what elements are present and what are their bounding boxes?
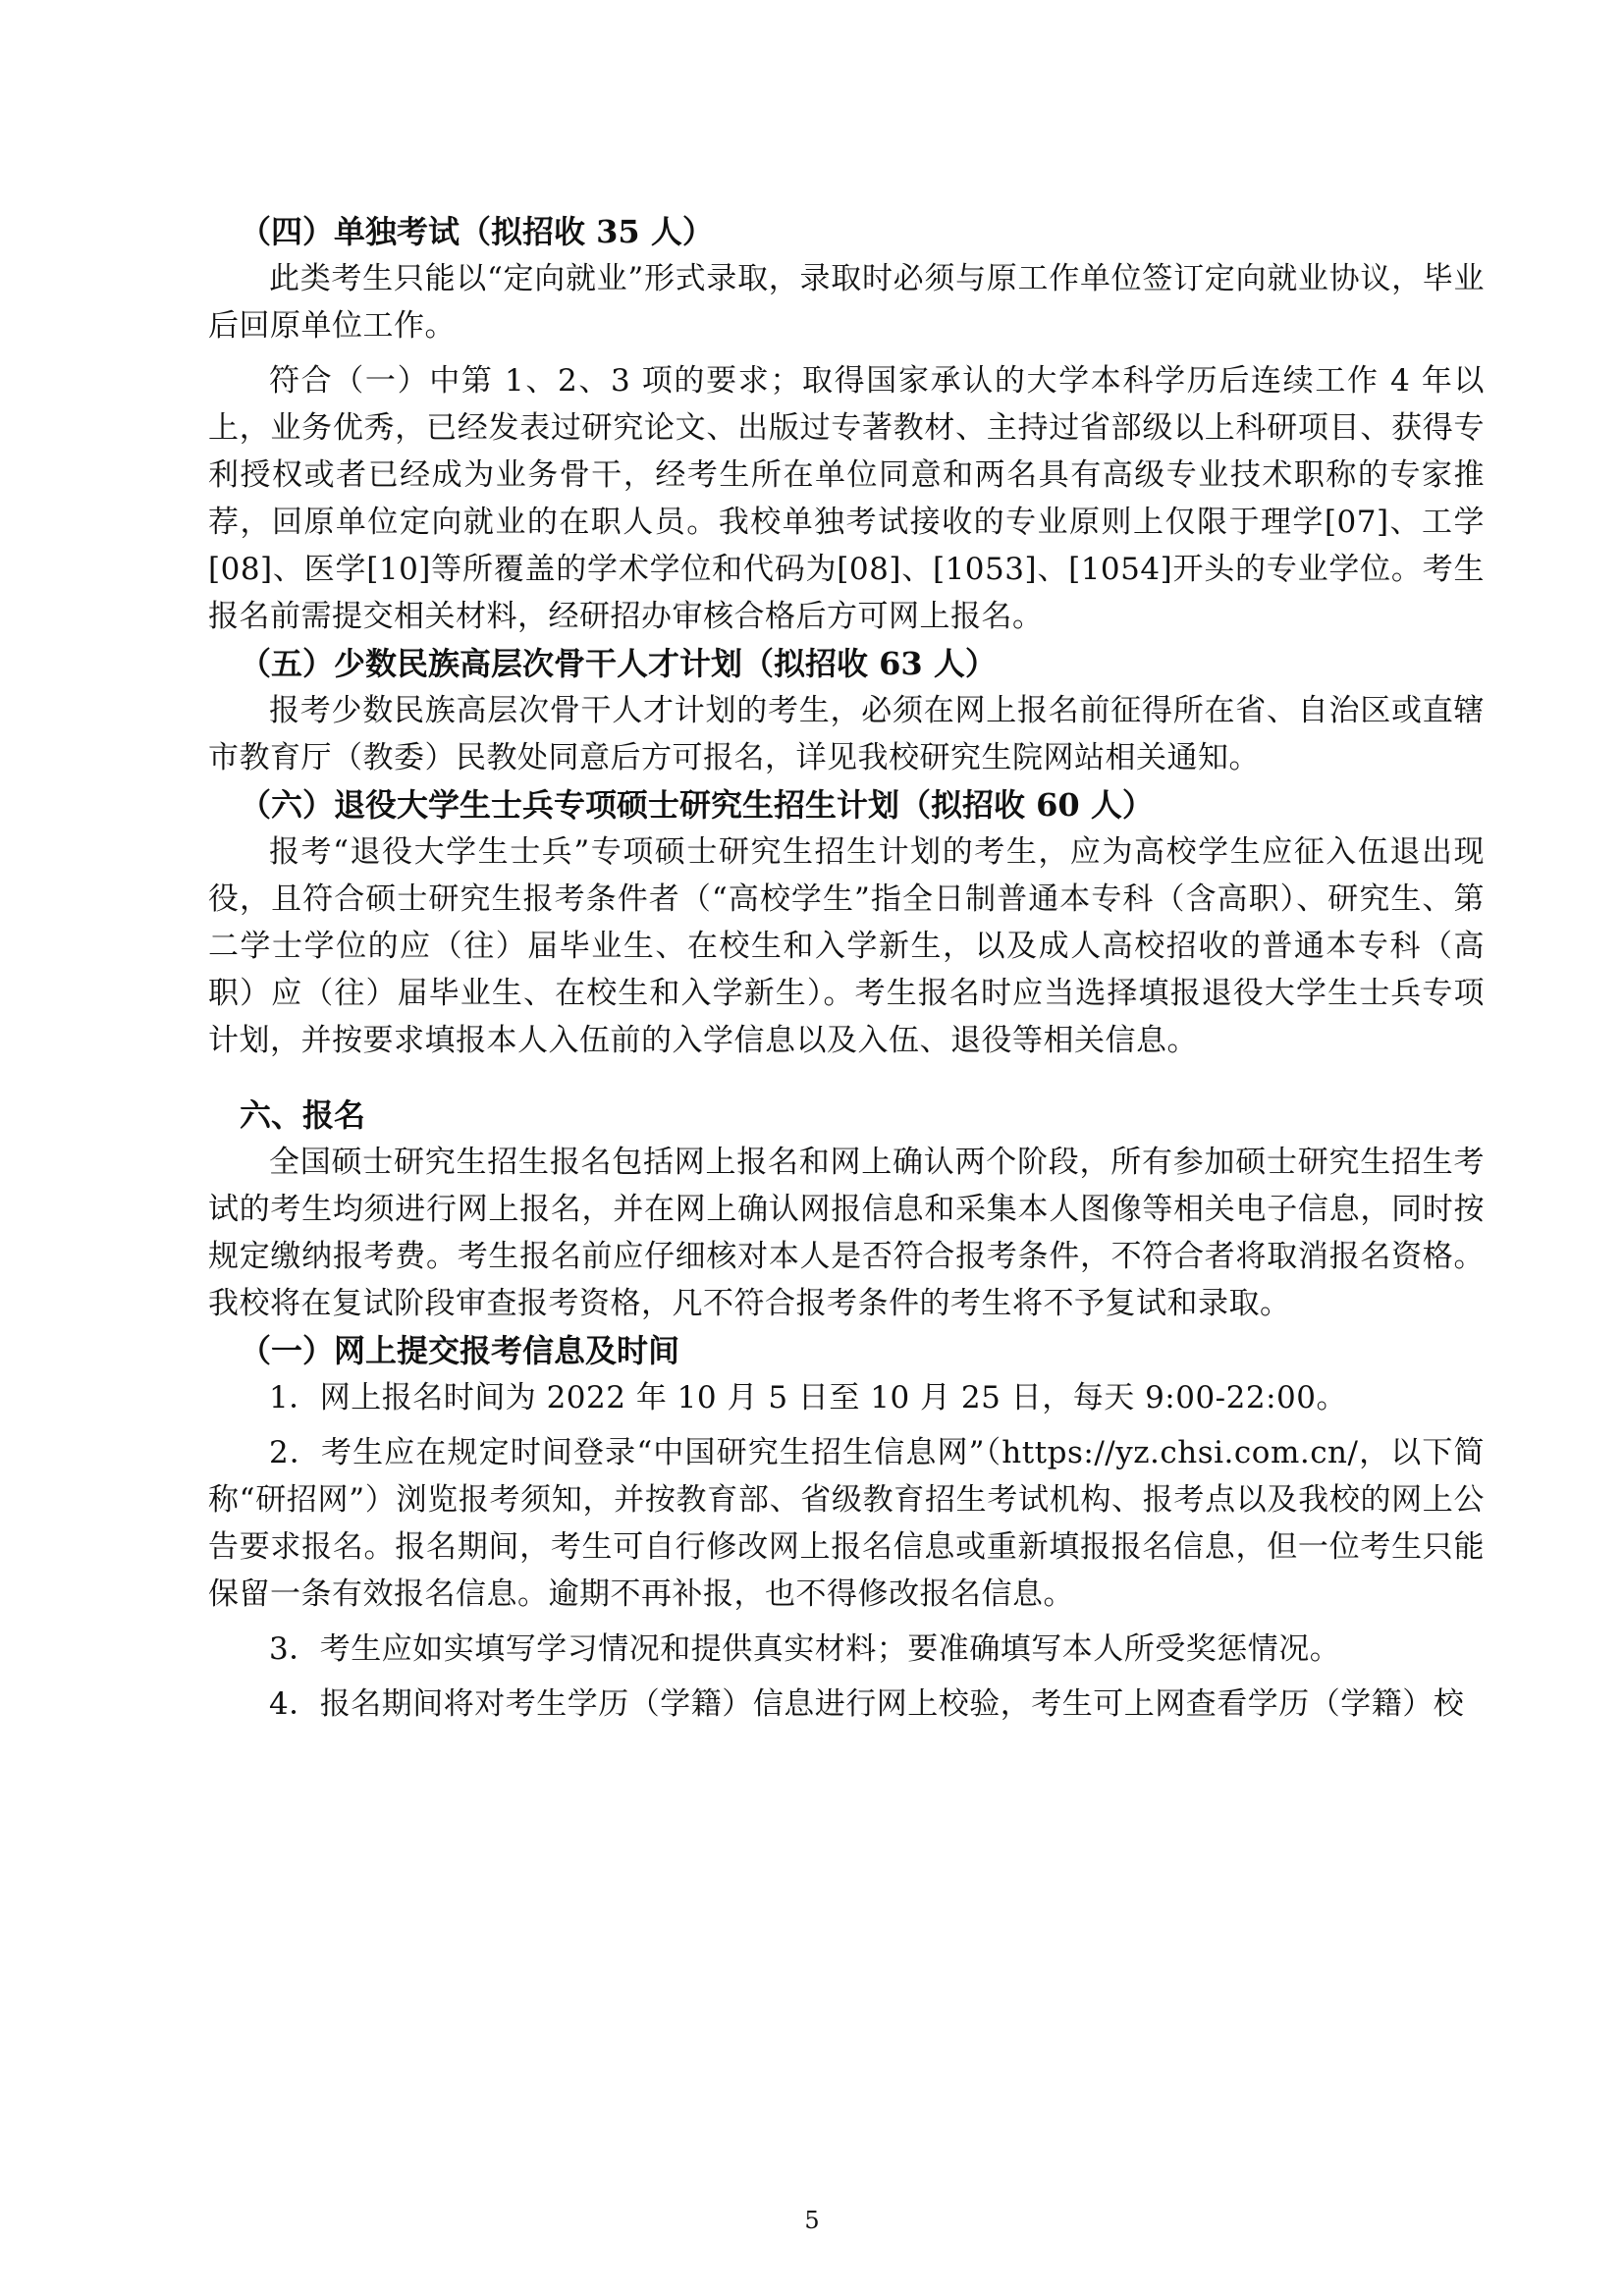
list-item: 3．考生应如实填写学习情况和提供真实材料；要准确填写本人所受奖惩情况。 (269, 1631, 1341, 1667)
section-heading-single-exam: （四）单独考试（拟招收 35 人） (240, 213, 714, 250)
subsection-heading-online-submission: （一）网上提交报考信息及时间 (240, 1332, 680, 1369)
list-item: 4．报名期间将对考生学历（学籍）信息进行网上校验，考生可上网查看学历（学籍）校 (269, 1686, 1465, 1722)
list-item: 2．考生应在规定时间登录“中国研究生招生信息网”（https://yz.chsi.com.cn/，以下简称“研招网”）浏览报考须知，并按教育部、省级教育招生考试机构、报考点以及我校的网上公告要求报名。报名期间，考生可自行修改网上报名信息或重新填报报名信息，但一位考生只能保留一条有效报名信息。逾期不再补报，也不得修改报名信息。 (208, 1435, 1485, 1612)
paragraph: 此类考生只能以“定向就业”形式录取，录取时必须与原工作单位签订定向就业协议，毕业后回原单位工作。 (208, 261, 1485, 344)
section-heading-veteran-plan: （六）退役大学生士兵专项硕士研究生招生计划（拟招收 60 人） (240, 786, 1154, 824)
paragraph: 报考“退役大学生士兵”专项硕士研究生招生计划的考生，应为高校学生应征入伍退出现役，且符合硕士研究生报考条件者（“高校学生”指全日制普通本专科（含高职）、研究生、第二学士学位的应（往）届毕业生、在校生和入学新生，以及成人高校招收的普通本专科（高职）应（往）届毕业生、在校生和入学新生）。考生报名时应当选择填报退役大学生士兵专项计划，并按要求填报本人入伍前的入学信息以及入伍、退役等相关信息。 (208, 834, 1485, 1058)
section-heading-minority-plan: （五）少数民族高层次骨干人才计划（拟招收 63 人） (240, 645, 997, 682)
page-number: 5 (804, 2207, 820, 2234)
chapter-heading-registration: 六、报名 (240, 1096, 366, 1134)
list-item: 1．网上报名时间为 2022 年 10 月 5 日至 10 月 25 日，每天 9:00-22:00。 (269, 1380, 1347, 1415)
paragraph: 报考少数民族高层次骨干人才计划的考生，必须在网上报名前征得所在省、自治区或直辖市教育厅（教委）民教处同意后方可报名，详见我校研究生院网站相关通知。 (208, 693, 1485, 775)
document-body (208, 208, 1485, 1728)
paragraph: 全国硕士研究生招生报名包括网上报名和网上确认两个阶段，所有参加硕士研究生招生考试的考生均须进行网上报名，并在网上确认网报信息和采集本人图像等相关电子信息，同时按规定缴纳报考费。考生报名前应仔细核对本人是否符合报考条件，不符合者将取消报名资格。我校将在复试阶段审查报考资格，凡不符合报考条件的考生将不予复试和录取。 (208, 1145, 1485, 1321)
paragraph: 符合（一）中第 1、2、3 项的要求；取得国家承认的大学本科学历后连续工作 4 年以上，业务优秀，已经发表过研究论文、出版过专著教材、主持过省部级以上科研项目、获得专利授权或者已经成为业务骨干，经考生所在单位同意和两名具有高级专业技术职称的专家推荐，回原单位定向就业的在职人员。我校单独考试接收的专业原则上仅限于理学[07]、工学[08]、医学[10]等所覆盖的学术学位和代码为[08]、[1053]、[1054]开头的专业学位。考生报名前需提交相关材料，经研招办审核合格后方可网上报名。 (208, 363, 1485, 634)
